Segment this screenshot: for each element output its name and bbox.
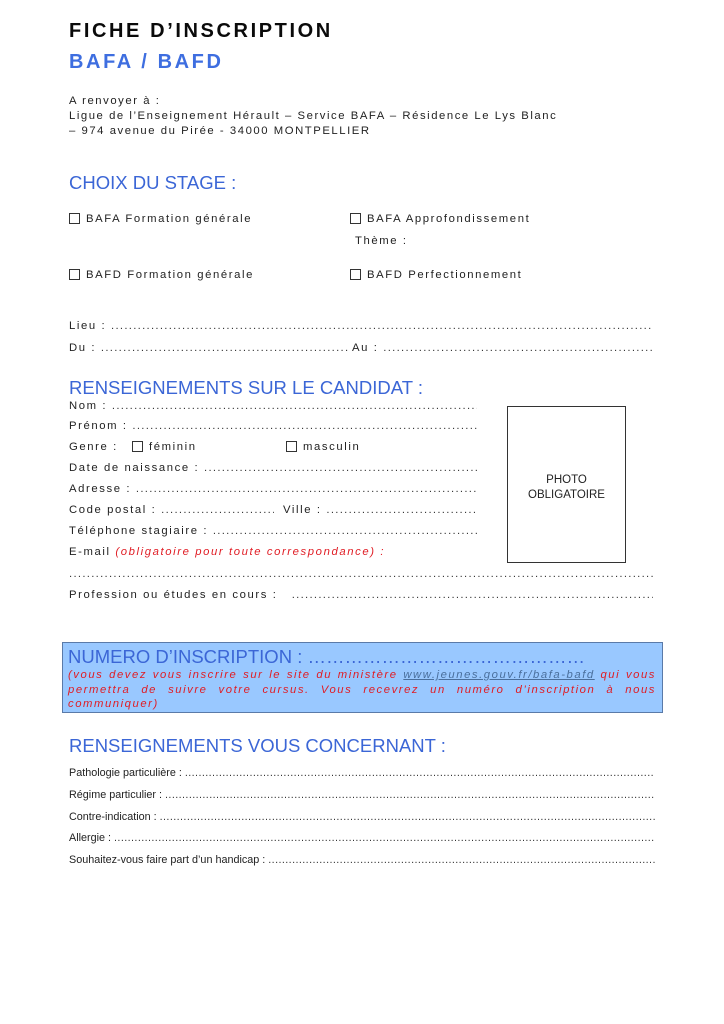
handicap-input-line[interactable]	[268, 854, 655, 866]
option-label: BAFD Perfectionnement	[367, 269, 523, 281]
address-line-2: – 974 avenue du Pirée - 34000 MONTPELLIER	[69, 125, 371, 137]
allergie-input-line[interactable]	[114, 832, 655, 844]
option-bafd-formation-generale[interactable]	[69, 269, 254, 281]
au-field[interactable]	[352, 342, 653, 354]
option-bafd-perfectionnement[interactable]	[350, 269, 522, 281]
prenom-input-line[interactable]	[132, 420, 477, 432]
checkbox-icon[interactable]	[132, 441, 143, 452]
contre-indication-field[interactable]	[69, 811, 655, 823]
form-title: FICHE D’INSCRIPTION	[69, 20, 333, 42]
naissance-label: Date de naissance :	[69, 462, 200, 474]
profession-input-line[interactable]	[292, 589, 653, 601]
du-label: Du :	[69, 342, 97, 354]
photo-box	[507, 406, 626, 563]
option-bafa-approfondissement[interactable]	[350, 213, 530, 225]
checkbox-icon[interactable]	[69, 213, 80, 224]
pathologie-field[interactable]	[69, 767, 655, 779]
adresse-input-line[interactable]	[136, 483, 477, 495]
allergie-field[interactable]	[69, 832, 655, 844]
photo-label-line-2: OBLIGATOIRE	[528, 489, 605, 501]
naissance-input-line[interactable]	[204, 462, 477, 474]
email-required-note: (obligatoire pour toute correspondance) :	[115, 546, 386, 558]
telephone-field[interactable]	[69, 525, 477, 537]
lieu-field[interactable]	[69, 320, 653, 332]
adresse-field[interactable]	[69, 483, 477, 495]
au-input-line[interactable]	[383, 342, 653, 354]
genre-feminin-label: féminin	[149, 441, 197, 453]
naissance-field[interactable]	[69, 462, 477, 474]
lieu-input-line[interactable]	[111, 320, 653, 332]
checkbox-icon[interactable]	[69, 269, 80, 280]
ville-field[interactable]	[283, 504, 477, 516]
allergie-label: Allergie :	[69, 832, 112, 844]
checkbox-icon[interactable]	[350, 269, 361, 280]
prenom-field[interactable]	[69, 420, 477, 432]
photo-label-line-1: PHOTO	[546, 474, 587, 486]
option-label: BAFD Formation générale	[86, 269, 255, 281]
email-field[interactable]	[69, 568, 653, 580]
pathologie-label: Pathologie particulière :	[69, 767, 182, 779]
code-postal-input-line[interactable]	[161, 504, 274, 516]
ministry-link[interactable]: www.jeunes.gouv.fr/bafa-bafd	[403, 669, 595, 681]
numero-inscription-box	[62, 642, 663, 713]
email-label-row	[69, 546, 385, 558]
numero-inscription-note	[68, 668, 656, 712]
contre-indication-input-line[interactable]	[160, 811, 655, 823]
email-label: E-mail	[69, 546, 111, 558]
genre-masculin[interactable]	[286, 441, 360, 453]
genre-feminin[interactable]	[132, 441, 197, 453]
code-postal-label: Code postal :	[69, 504, 157, 516]
option-label: BAFA Approfondissement	[367, 213, 531, 225]
section-heading-candidat: RENSEIGNEMENTS SUR LE CANDIDAT :	[69, 377, 423, 398]
photo-label	[508, 473, 625, 503]
au-label: Au :	[352, 342, 379, 354]
checkbox-icon[interactable]	[286, 441, 297, 452]
du-field[interactable]	[69, 342, 349, 354]
pathologie-input-line[interactable]	[185, 767, 655, 779]
address-line-1: Ligue de l’Enseignement Hérault – Service BAFA – Résidence Le Lys Blanc	[69, 110, 558, 122]
checkbox-icon[interactable]	[350, 213, 361, 224]
section-heading-concernant: RENSEIGNEMENTS VOUS CONCERNANT :	[69, 735, 446, 756]
handicap-field[interactable]	[69, 854, 655, 866]
nom-label: Nom :	[69, 400, 108, 412]
profession-field[interactable]	[69, 589, 653, 601]
nom-field[interactable]	[69, 400, 477, 412]
email-input-line[interactable]	[69, 568, 653, 580]
contre-indication-label: Contre-indication :	[69, 811, 157, 823]
genre-masculin-label: masculin	[303, 441, 361, 453]
telephone-input-line[interactable]	[213, 525, 477, 537]
genre-label: Genre :	[69, 441, 118, 453]
theme-label: Thème :	[355, 235, 408, 247]
du-input-line[interactable]	[101, 342, 349, 354]
address-label: A renvoyer à :	[69, 95, 161, 107]
ville-label: Ville :	[283, 504, 322, 516]
form-subtitle: BAFA / BAFD	[69, 51, 224, 73]
regime-input-line[interactable]	[165, 789, 655, 801]
numero-inscription-title[interactable]: NUMERO D’INSCRIPTION : ………………………………………	[68, 646, 585, 667]
adresse-label: Adresse :	[69, 483, 132, 495]
handicap-label: Souhaitez-vous faire part d’un handicap :	[69, 854, 266, 866]
section-heading-stage: CHOIX DU STAGE :	[69, 172, 237, 193]
note-text-before: (vous devez vous inscrire sur le site du ministère	[68, 669, 404, 681]
lieu-label: Lieu :	[69, 320, 107, 332]
option-label: BAFA Formation générale	[86, 213, 253, 225]
prenom-label: Prénom :	[69, 420, 128, 432]
code-postal-field[interactable]	[69, 504, 274, 516]
regime-field[interactable]	[69, 789, 655, 801]
telephone-label: Téléphone stagiaire :	[69, 525, 209, 537]
option-bafa-formation-generale[interactable]	[69, 213, 252, 225]
regime-label: Régime particulier :	[69, 789, 163, 801]
profession-label: Profession ou études en cours :	[69, 589, 278, 601]
ville-input-line[interactable]	[326, 504, 477, 516]
note-text-after: qui vous permettra de suivre votre cursus. Vous recevrez un numéro d’inscription à nous communiquer)	[68, 669, 657, 710]
nom-input-line[interactable]	[112, 400, 477, 412]
